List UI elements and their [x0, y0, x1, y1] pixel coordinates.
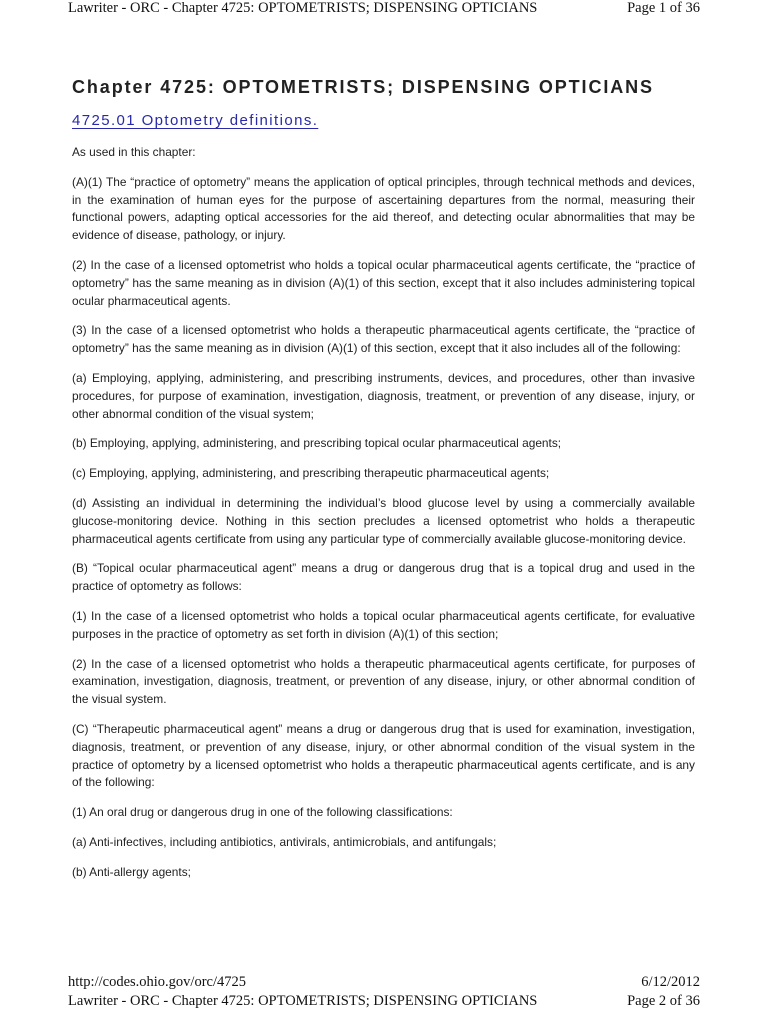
section-body [72, 144, 695, 882]
paragraph: (b) Anti-allergy agents; [72, 864, 191, 879]
paragraph: (c) Employing, applying, administering, and prescribing therapeutic pharmaceutical agents; [72, 466, 550, 481]
footer-date: 6/12/2012 [641, 974, 700, 990]
running-header [68, 0, 700, 20]
chapter-title: Chapter 4725: OPTOMETRISTS; DISPENSING OPTICIANS [72, 77, 654, 97]
header-page-number: Page 2 of 36 [627, 993, 700, 1009]
header-page-number: Page 1 of 36 [627, 0, 700, 16]
paragraph: As used in this chapter: [72, 145, 196, 159]
paragraph: (b) Employing, applying, administering, and prescribing topical ocular pharmaceutical agents; [72, 436, 562, 451]
paragraph: (B) “Topical ocular pharmaceutical agent” means a drug or dangerous drug that is a topical drug and used in the practice of optometry as follows: [72, 561, 695, 594]
paragraph: (C) “Therapeutic pharmaceutical agent” means a drug or dangerous drug that is used for examination, investigation, diagnosis, treatment, or prevention of any disease, injury, or other abnormal condition of the visual system in the practice of optometry by a licensed optometrist who holds a therapeutic pharmaceutical agents certificate, and is any of the following: [72, 721, 695, 790]
paragraph: (1) An oral drug or dangerous drug in one of the following classifications: [72, 805, 453, 820]
next-page-header [68, 993, 700, 1013]
main-content [72, 74, 695, 894]
paragraph: (a) Anti-infectives, including antibiotics, antivirals, antimicrobials, and antifungals; [72, 834, 497, 849]
footer-url: http://codes.ohio.gov/orc/4725 [68, 974, 247, 990]
paragraph: (2) In the case of a licensed optometrist who holds a therapeutic pharmaceutical agents certificate, for purposes of examination, investigation, diagnosis, treatment, or prevention of any disease, injury, or other abnormal condition of the visual system. [72, 656, 695, 707]
paragraph: (a) Employing, applying, administering, and prescribing instruments, devices, and procedures, other than invasive procedures, for purpose of examination, investigation, diagnosis, treatment, or prevention of any disease, injury, or other abnormal condition of the visual system; [72, 370, 695, 421]
paragraph: (1) In the case of a licensed optometrist who holds a topical ocular pharmaceutical agents certificate, for evaluative purposes in the practice of optometry as set forth in division (A)(1) of this section; [72, 608, 695, 641]
section-heading-link[interactable]: 4725.01 Optometry definitions. [72, 112, 319, 129]
header-title: Lawriter - ORC - Chapter 4725: OPTOMETRISTS; DISPENSING OPTICIANS [68, 993, 538, 1009]
paragraph: (2) In the case of a licensed optometrist who holds a topical ocular pharmaceutical agents certificate, the “practice of optometry” has the same meaning as in division (A)(1) of this section, except that it also includes administering topical ocular pharmaceutical agents. [72, 257, 695, 308]
paragraph: (A)(1) The “practice of optometry” means the application of optical principles, through technical methods and devices, in the examination of human eyes for the purpose of ascertaining departures from the normal, measuring their functional powers, adapting optical accessories for the aid thereof, and detecting ocular abnormalities that may be evidence of disease, pathology, or injury. [72, 174, 695, 243]
paragraph: (d) Assisting an individual in determining the individual’s blood glucose level by using a commercially available glucose-monitoring device. Nothing in this section precludes a licensed optometrist who holds a therapeutic pharmaceutical agents certificate from using any particular type of commercially available glucose-monitoring device. [72, 495, 695, 546]
paragraph: (3) In the case of a licensed optometrist who holds a therapeutic pharmaceutical agents certificate, the “practice of optometry” has the same meaning as in division (A)(1) of this section, except that it also includes all of the following: [72, 323, 695, 356]
header-title: Lawriter - ORC - Chapter 4725: OPTOMETRISTS; DISPENSING OPTICIANS [68, 0, 538, 16]
running-footer [68, 974, 700, 992]
